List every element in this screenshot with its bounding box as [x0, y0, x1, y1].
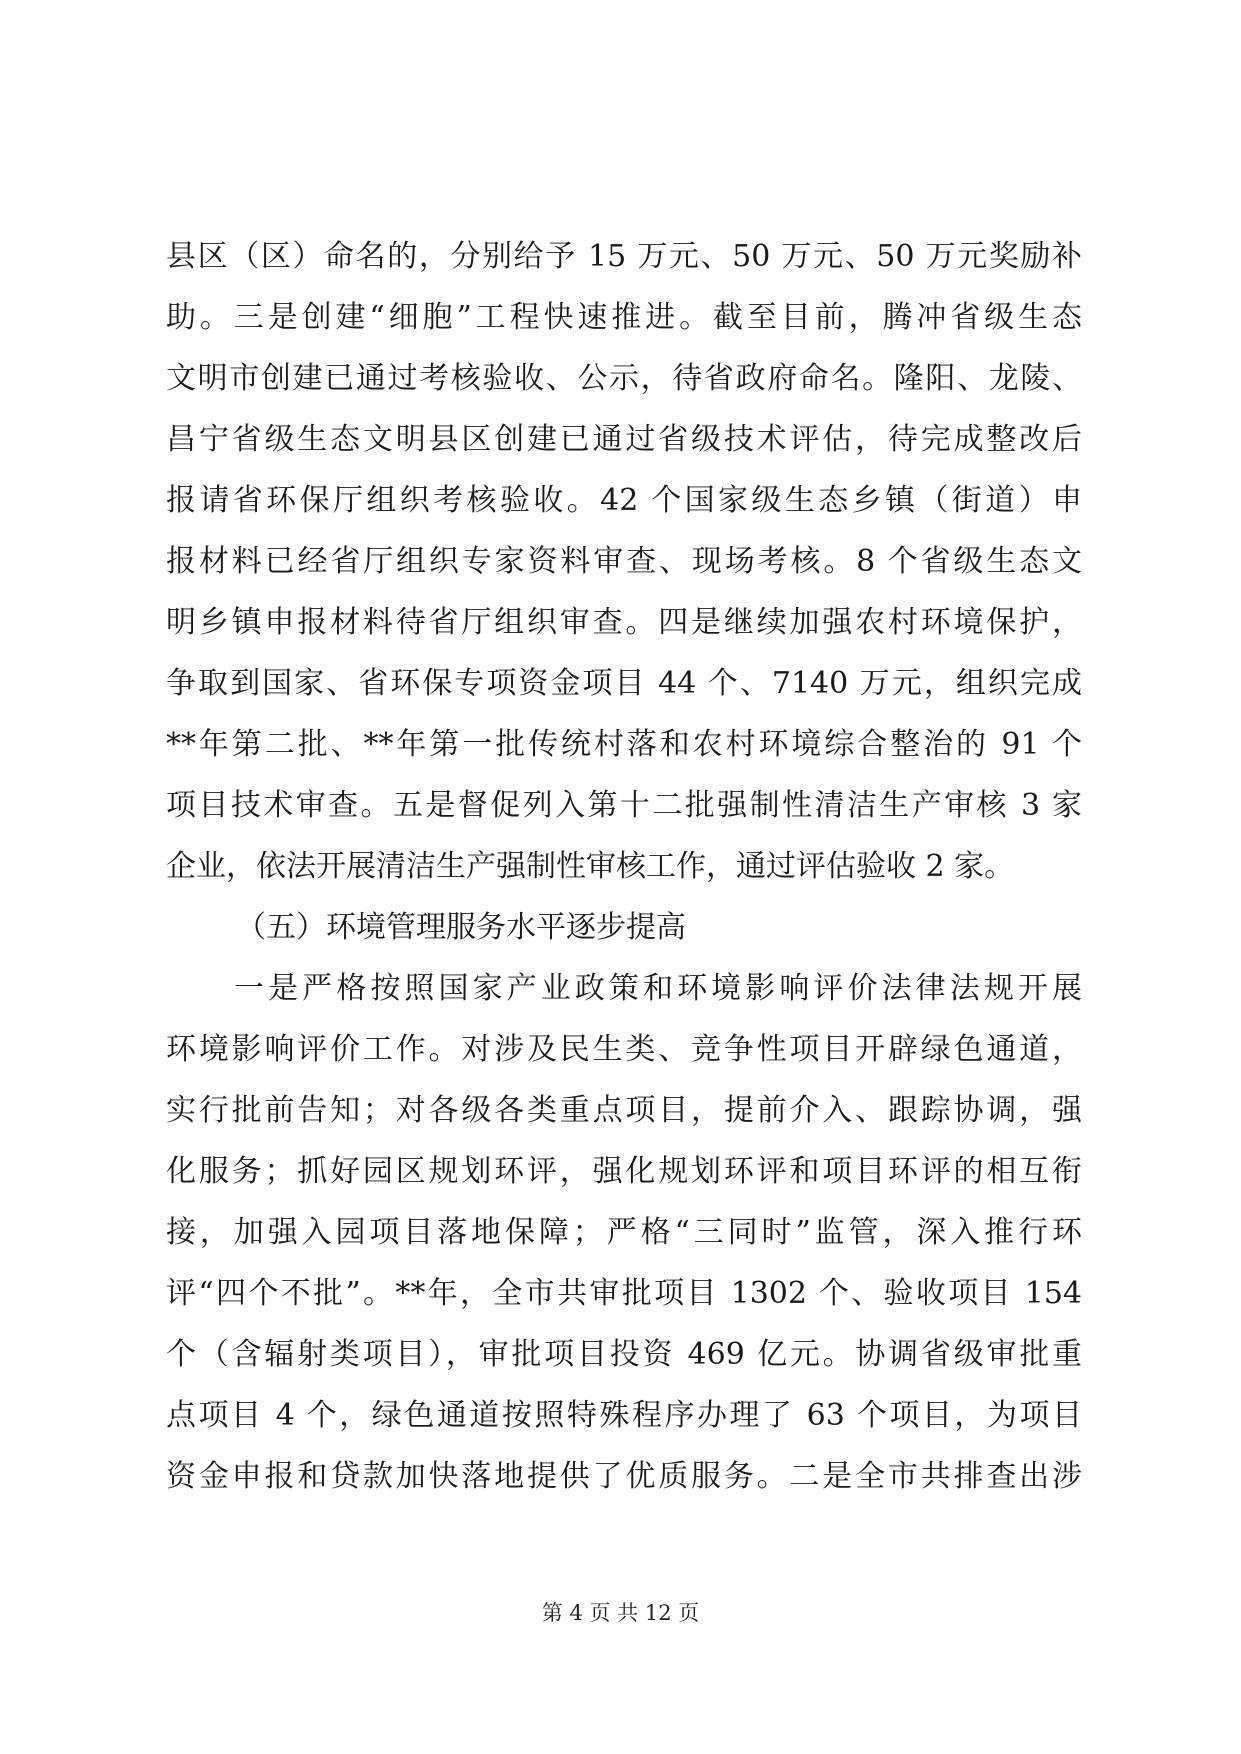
paragraph-line: 企业，依法开展清洁生产强制性审核工作，通过评估验收 2 家。 [166, 849, 1015, 884]
paragraph-line: 文明市创建已通过考核验收、公示，待省政府命名。隆阳、龙陵、 [166, 361, 1082, 396]
paragraph-line: **年第二批、**年第一批传统村落和农村环境综合整治的 91 个 [166, 727, 1082, 762]
paragraph-line: 明乡镇申报材料待省厅组织审查。四是继续加强农村环境保护， [166, 605, 1082, 640]
paragraph-line: 个（含辐射类项目），审批项目投资 469 亿元。协调省级审批重 [166, 1337, 1082, 1372]
paragraph-line: 资金申报和贷款加快落地提供了优质服务。二是全市共排查出涉 [166, 1459, 1082, 1494]
section-heading: （五）环境管理服务水平逐步提高 [236, 910, 686, 945]
paragraph-line: 化服务；抓好园区规划环评，强化规划环评和项目环评的相互衔 [166, 1154, 1082, 1189]
paragraph-line: 助。三是创建“细胞”工程快速推进。截至目前，腾冲省级生态 [166, 300, 1082, 335]
paragraph-line: 一是严格按照国家产业政策和环境影响评价法律法规开展 [234, 971, 1082, 1006]
paragraph-line: 环境影响评价工作。对涉及民生类、竞争性项目开辟绿色通道， [166, 1032, 1082, 1067]
document-body [166, 226, 1082, 1507]
page-footer: 第 4 页 共 12 页 [541, 1601, 700, 1625]
paragraph-line: 点项目 4 个，绿色通道按照特殊程序办理了 63 个项目，为项目 [166, 1398, 1082, 1433]
paragraph-line: 昌宁省级生态文明县区创建已通过省级技术评估，待完成整改后 [166, 422, 1082, 457]
paragraph-line: 县区（区）命名的，分别给予 15 万元、50 万元、50 万元奖励补 [166, 239, 1082, 274]
paragraph-line: 报材料已经省厅组织专家资料审查、现场考核。8 个省级生态文 [166, 544, 1082, 579]
paragraph-line: 报请省环保厅组织考核验收。42 个国家级生态乡镇（街道）申 [166, 483, 1082, 518]
paragraph-line: 评“四个不批”。**年，全市共审批项目 1302 个、验收项目 154 [166, 1276, 1082, 1311]
paragraph-line: 项目技术审查。五是督促列入第十二批强制性清洁生产审核 3 家 [166, 788, 1082, 823]
paragraph-line: 实行批前告知；对各级各类重点项目，提前介入、跟踪协调，强 [166, 1093, 1082, 1128]
paragraph-line: 接，加强入园项目落地保障；严格“三同时”监管，深入推行环 [166, 1215, 1082, 1250]
paragraph-line: 争取到国家、省环保专项资金项目 44 个、7140 万元，组织完成 [166, 666, 1082, 701]
